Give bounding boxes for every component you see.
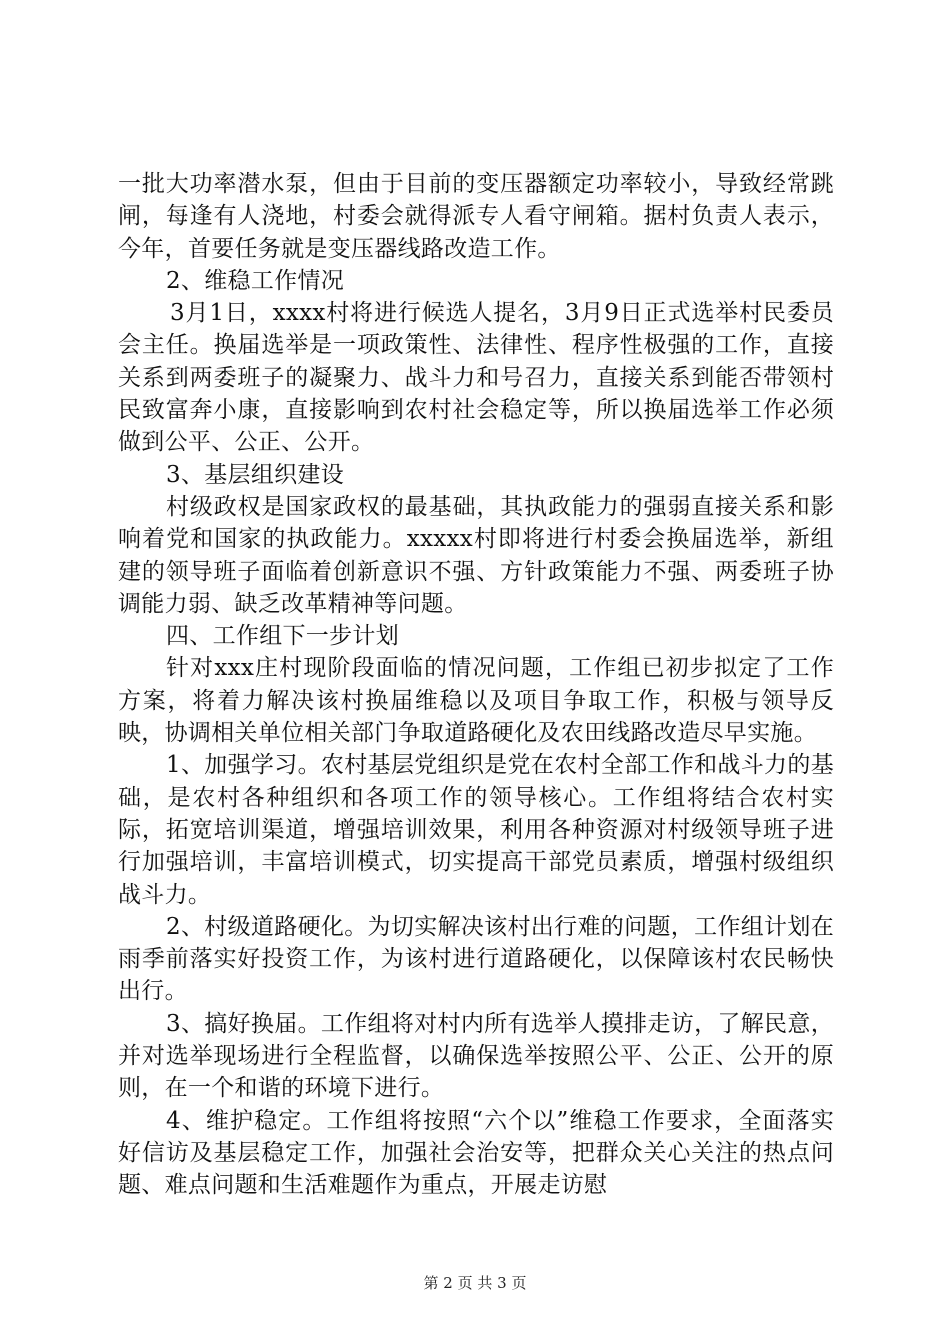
paragraph-plan-1: 1、加强学习。农村基层党组织是党在农村全部工作和战斗力的基础，是农村各种组织和各项工作的领导核心。工作组将结合农村实际，拓宽培训渠道，增强培训效果，利用各种资源对村级领导班子进行加强培训，丰富培训模式，切实提高干部党员素质，增强村级组织战斗力。 [118, 752, 834, 908]
section-heading-stability: 2、维稳工作情况 [166, 267, 345, 294]
paragraph-organization: 村级政权是国家政权的最基础，其执政能力的强弱直接关系和影响着党和国家的执政能力。xxxxx村即将进行村委会换届选举，新组建的领导班子面临着创新意识不强、方针政策能力不强、两委班子协调能力弱、缺乏改革精神等问题。 [118, 493, 834, 617]
paragraph-plan-2: 2、村级道路硬化。为切实解决该村出行难的问题，工作组计划在雨季前落实好投资工作，为该村进行道路硬化，以保障该村农民畅快出行。 [118, 913, 834, 1005]
paragraph-plan-4: 4、维护稳定。工作组将按照“六个以”维稳工作要求，全面落实好信访及基层稳定工作，加强社会治安等，把群众关心关注的热点问题、难点问题和生活难题作为重点，开展走访慰 [118, 1107, 834, 1199]
paragraph-plan-3: 3、搞好换届。工作组将对村内所有选举人摸排走访，了解民意，并对选举现场进行全程监督，以确保选举按照公平、公正、公开的原则，在一个和谐的环境下进行。 [118, 1010, 834, 1102]
paragraph-election: 3月1日，xxxx村将进行候选人提名，3月9日正式选举村民委员会主任。换届选举是一项政策性、法律性、程序性极强的工作，直接关系到两委班子的凝聚力、战斗力和号召力，直接关系到能否带领村民致富奔小康，直接影响到农村社会稳定等，所以换届选举工作必须做到公平、公正、公开。 [118, 300, 834, 456]
paragraph-1: 一批大功率潜水泵，但由于目前的变压器额定功率较小，导致经常跳闸，每逢有人浇地，村委会就得派专人看守闸箱。据村负责人表示，今年，首要任务就是变压器线路改造工作。 [118, 171, 834, 262]
document-body [118, 168, 834, 1202]
paragraph-next-plan: 针对xxx庄村现阶段面临的情况问题，工作组已初步拟定了工作方案，将着力解决该村换届维稳以及项目争取工作，积极与领导反映，协调相关单位相关部门争取道路硬化及农田线路改造尽早实施。 [118, 655, 834, 747]
section-heading-organization: 3、基层组织建设 [166, 461, 345, 488]
section-heading-next-plan: 四、工作组下一步计划 [166, 623, 399, 650]
page-footer: 第 2 页 共 3 页 [423, 1274, 527, 1292]
